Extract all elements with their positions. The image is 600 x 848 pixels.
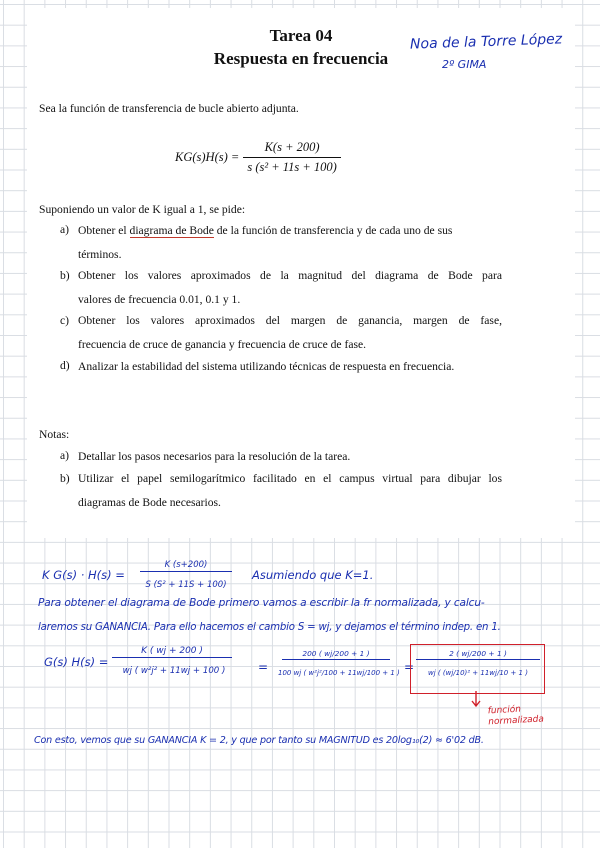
task-c-letter: c) [60, 314, 70, 327]
task-b-line2: valores de frecuencia 0.01, 0.1 y 1. [78, 293, 241, 306]
notes-title: Notas: [39, 428, 70, 441]
hw-eq-frac3-num: 2 ( wj/200 + 1 ) [416, 649, 540, 660]
author-group: 2º GIMA [442, 58, 487, 71]
hw-line1-tail: Asumiendo que K=1. [252, 568, 374, 582]
hw-line3: laremos su GANANCIA. Para ello hacemos el cambio S = wj, y dejamos el término indep. en 1. [38, 622, 501, 633]
hw-line1-num: K (s+200) [140, 560, 232, 572]
formula-denominator: s (s² + 11s + 100) [243, 157, 340, 175]
task-a-line2: términos. [78, 248, 122, 261]
task-b-line1: Obtener los valores aproximados de la magnitud del diagrama de Bode para [78, 269, 502, 282]
intro-text: Sea la función de transferencia de bucle abierto adjunta. [39, 102, 299, 115]
transfer-function [175, 140, 341, 175]
hw-line1-den: S (S² + 11S + 100) [145, 580, 227, 590]
formula-fraction [243, 140, 340, 175]
task-d-line1: Analizar la estabilidad del sistema utilizando técnicas de respuesta en frecuencia. [78, 360, 455, 373]
hw-conclusion: Con esto, vemos que su GANANCIA K = 2, y que por tanto su MAGNITUD es 20log₁₀(2) ≈ 6'02 dB. [34, 735, 484, 746]
hw-eq-frac2-num: 200 ( wj/200 + 1 ) [282, 649, 390, 660]
hw-eq-lhs: G(s) H(s) = [44, 655, 109, 669]
task-d-letter: d) [60, 359, 70, 372]
formula-lhs: KG(s)H(s) = [175, 150, 240, 164]
note-b-line2: diagramas de Bode necesarios. [78, 496, 221, 509]
page-title: Tarea 04 [269, 26, 333, 45]
hw-boxed-note: función normalizada [487, 704, 545, 728]
formula-numerator: K(s + 200) [264, 140, 320, 154]
page-subtitle: Respuesta en frecuencia [213, 49, 389, 68]
hw-line1-lhs: K G(s) · H(s) = [42, 568, 125, 582]
note-a-letter: a) [60, 449, 70, 462]
note-a-line1: Detallar los pasos necesarios para la resolución de la tarea. [78, 450, 351, 463]
tasks-intro: Suponiendo un valor de K igual a 1, se pide: [39, 203, 246, 216]
task-b-letter: b) [60, 269, 70, 282]
author-name: Noa de la Torre López [409, 31, 563, 53]
hw-eq-frac1-num: K ( wj + 200 ) [112, 646, 232, 658]
hw-eq-frac1-den: wj ( w²j² + 11wj + 100 ) [122, 666, 226, 676]
hw-eq-frac2-den: 100 wj ( w²j²/100 + 11wj/100 + 1 ) [278, 669, 400, 677]
task-a-line1: Obtener el diagrama de Bode de la función de transferencia y de cada uno de sus [78, 224, 453, 237]
task-c-line1: Obtener los valores aproximados del margen de ganancia, margen de fase, [78, 314, 502, 327]
assignment-sheet [27, 8, 575, 538]
hw-eq-sign-2: = [404, 660, 415, 674]
note-b-line1: Utilizar el papel semilogarítmico facilitado en el campus virtual para dibujar los [78, 472, 502, 485]
task-c-line2: frecuencia de cruce de ganancia y frecuencia de cruce de fase. [78, 338, 367, 351]
bode-underline-text: diagrama de Bode [129, 224, 214, 237]
task-a-letter: a) [60, 223, 70, 236]
hw-eq-sign-1: = [258, 660, 269, 674]
note-b-letter: b) [60, 472, 70, 485]
hw-eq-frac3-den: wj ( (wj/10)² + 11wj/10 + 1 ) [428, 669, 528, 677]
hw-line2: Para obtener el diagrama de Bode primero vamos a escribir la fr normalizada, y calcu- [38, 597, 485, 609]
